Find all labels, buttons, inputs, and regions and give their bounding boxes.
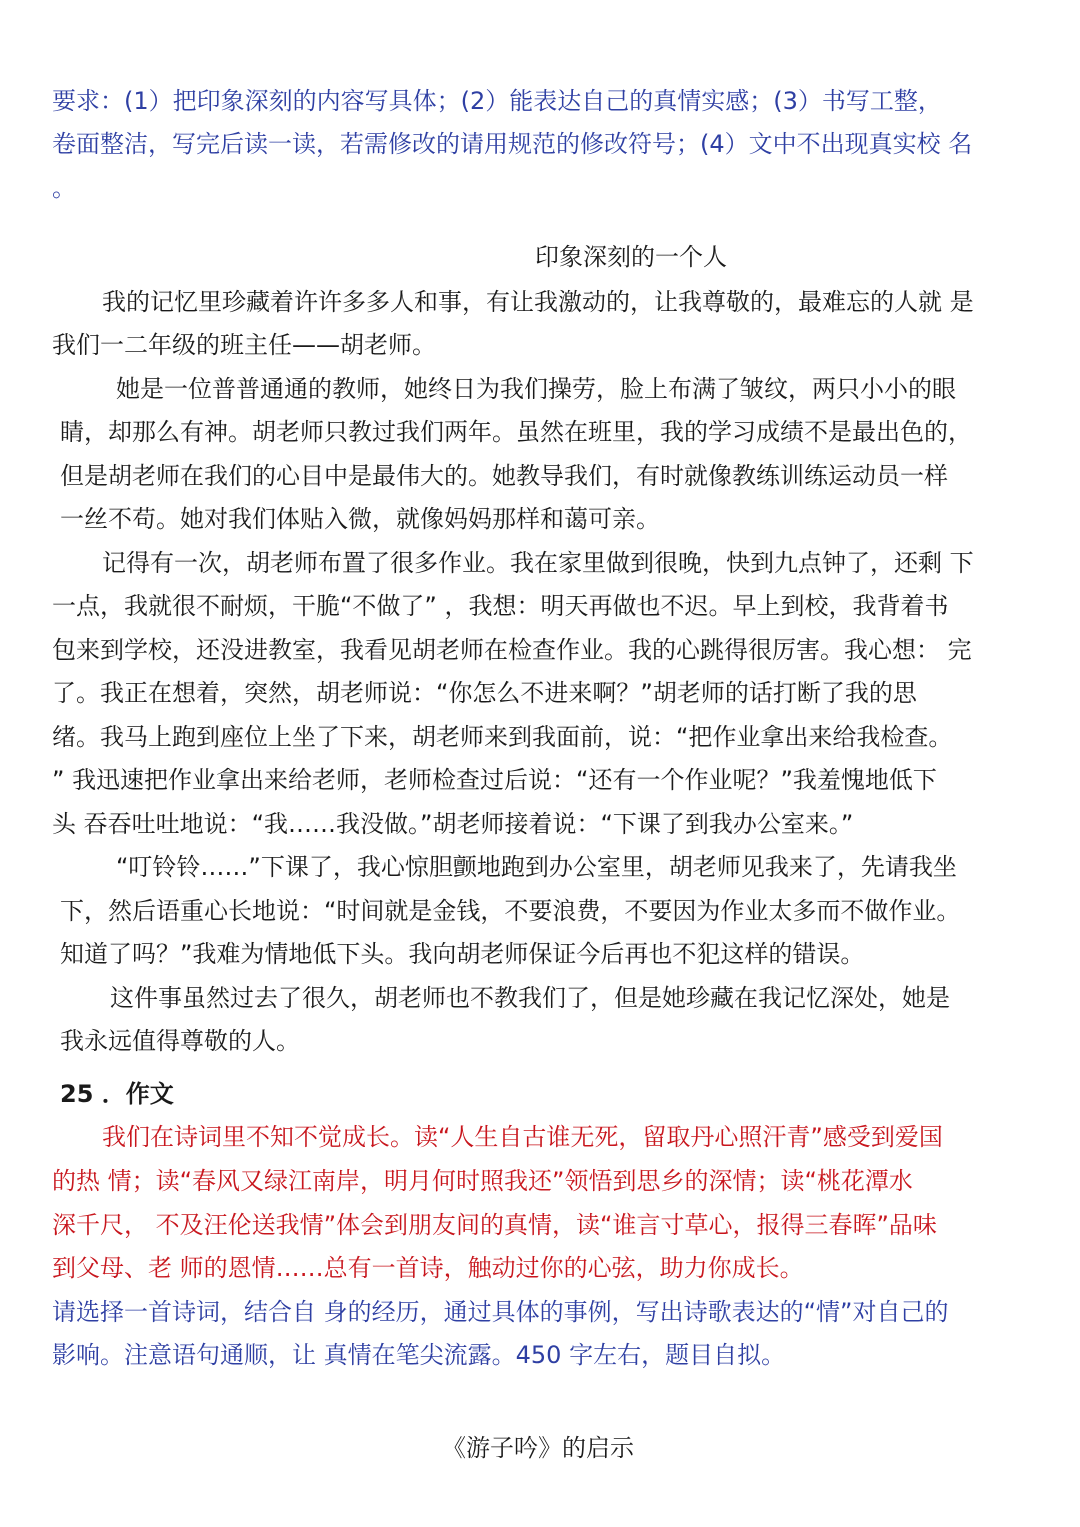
essay-one-title: 印象深刻的一个人 — [535, 243, 727, 271]
essay-line: 记得有一次，胡老师布置了很多作业。我在家里做到很晚，快到九点钟了，还剩 下 — [102, 549, 974, 577]
essay-line: 一点，我就很不耐烦，干脆“不做了” ，我想：明天再做也不迟。早上到校，我背着书 — [52, 592, 949, 620]
essay-line: 绪。我马上跑到座位上坐了下来，胡老师来到我面前，说：“把作业拿出来给我检查。 — [52, 723, 953, 751]
requirement-line-2: 卷面整洁，写完后读一读，若需修改的请用规范的修改符号；(4）文中不出现真实校 名 — [52, 130, 973, 158]
prompt-red-line: 深千尺， 不及汪伦送我情”体会到朋友间的真情，读“谁言寸草心，报得三春晖”品味 — [52, 1211, 937, 1239]
prompt-blue-line: 影响。注意语句通顺，让 真情在笔尖流露。450 字左右，题目自拟。 — [52, 1341, 786, 1369]
essay-line: 一丝不苟。她对我们体贴入微，就像妈妈那样和蔼可亲。 — [60, 505, 660, 533]
requirement-line-3: 。 — [52, 174, 76, 202]
essay-line: 知道了吗？”我难为情地低下头。我向胡老师保证今后再也不犯这样的错误。 — [60, 940, 865, 968]
essay-line: 包来到学校，还没进教室，我看见胡老师在检查作业。我的心跳得很厉害。我心想： 完 — [52, 636, 972, 664]
essay-line: 头 吞吞吐吐地说：“我……我没做。”胡老师接着说：“下课了到我办公室来。” — [52, 810, 854, 838]
essay-line: “叮铃铃……”下课了，我心惊胆颤地跑到办公室里，胡老师见我来了，先请我坐 — [116, 853, 957, 881]
essay-line: 我的记忆里珍藏着许许多多人和事，有让我激动的，让我尊敬的，最难忘的人就 是 — [102, 288, 974, 316]
essay-line: 下，然后语重心长地说：“时间就是金钱，不要浪费，不要因为作业太多而不做作业。 — [60, 897, 961, 925]
essay-line: 我们一二年级的班主任——胡老师。 — [52, 331, 436, 359]
prompt-red-line: 到父母、老 师的恩情……总有一首诗，触动过你的心弦，助力你成长。 — [52, 1254, 804, 1282]
requirement-line-1: 要求：(1）把印象深刻的内容写具体；(2）能表达自己的真情实感；(3）书写工整， — [52, 87, 942, 115]
essay-line: 这件事虽然过去了很久，胡老师也不教我们了，但是她珍藏在我记忆深处，她是 — [110, 984, 950, 1012]
essay-line: ” 我迅速把作业拿出来给老师，老师检查过后说：“还有一个作业呢？”我羞愧地低下 — [52, 766, 937, 794]
prompt-red-line: 的热 情；读“春风又绿江南岸，明月何时照我还”领悟到思乡的深情；读“桃花潭水 — [52, 1167, 913, 1195]
essay-line: 她是一位普普通通的教师，她终日为我们操劳，脸上布满了皱纹，两只小小的眼 — [116, 375, 956, 403]
essay-line: 但是胡老师在我们的心目中是最伟大的。她教导我们，有时就像教练训练运动员一样 — [60, 462, 948, 490]
question-heading: 25 ．作文 — [60, 1080, 174, 1108]
essay-line: 我永远值得尊敬的人。 — [60, 1027, 300, 1055]
essay-line: 了。我正在想着，突然，胡老师说：“你怎么不进来啊？”胡老师的话打断了我的思 — [52, 679, 917, 707]
prompt-blue-line: 请选择一首诗词，结合自 身的经历，通过具体的事例，写出诗歌表达的“情”对自己的 — [52, 1298, 949, 1326]
prompt-red-line: 我们在诗词里不知不觉成长。读“人生自古谁无死，留取丹心照汗青”感受到爱国 — [102, 1123, 943, 1151]
essay-two-title: 《游子吟》的启示 — [442, 1434, 634, 1462]
essay-line: 睛，却那么有神。胡老师只教过我们两年。虽然在班里，我的学习成绩不是最出色的， — [60, 418, 972, 446]
